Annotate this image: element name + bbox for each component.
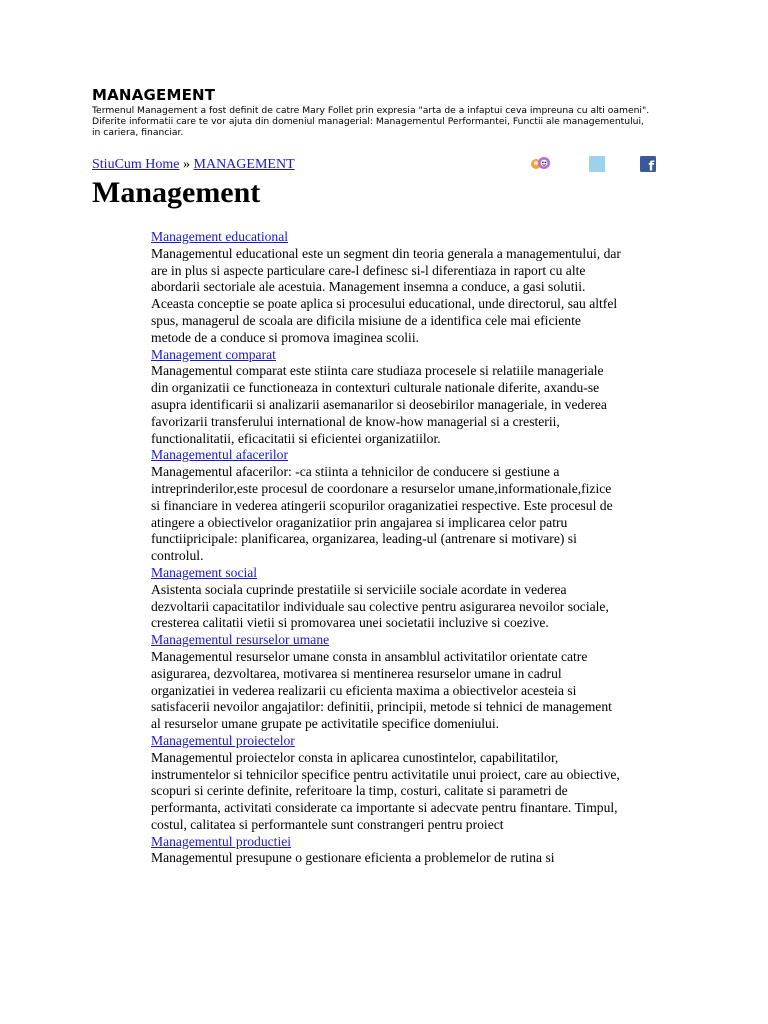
breadcrumb-current-link[interactable]: MANAGEMENT: [193, 157, 295, 172]
article-link[interactable]: Management social: [151, 564, 258, 580]
article-summary: Managementul afacerilor: -ca stiinta a tehnicilor de conducere si gestiune a intreprinderilor,este procesul de coordonare a resurselor umane,informationale,fizice si financiare in vederea atingerii scopurilor oraganizatiei respective. Este procesul de atingere a obiectivelor oraganizatiior prin angajarea si implicarea celor patru functiipricipale: planificarea, organizarea, leading-ul (antrenare si motivare) si controlul.: [151, 464, 613, 564]
twitter-icon[interactable]: [589, 156, 605, 172]
list-item: [151, 733, 623, 834]
article-link[interactable]: Managementul resurselor umane: [151, 632, 330, 648]
article-summary: Managementul comparat este stiinta care studiaza procesele si relatiile manageriale din organizatii ce functioneaza in contexturi culturale nationale diferite, axandu-se asupra identificarii si analizarii asemanarilor si deosebirilor manageriale, in vederea favorizarii transferului international de know-how managerial si a cresterii, functionalitatii, eficacitatii si eficientei organizatiilor.: [151, 363, 607, 446]
breadcrumb-home-link[interactable]: StiuCum Home: [92, 157, 180, 172]
article-summary: Managementul educational este un segment din teoria generala a managementului, dar are in plus si aspecte particulare care-l definesc si-l diferentiaza in raport cu alte abordarii sectoriale ale acestuia. Management insemna a conduce, a gasi solutii. Aceasta conceptie se poate aplica si procesului educational, unde directorul, sau altfel spus, managerul de scoala are dificila misiune de a identifica cele mai eficiente metode de a conduce si promova imaginea scolii.: [151, 245, 621, 345]
list-item: [151, 229, 623, 347]
facebook-icon[interactable]: [640, 156, 656, 172]
list-item: [151, 632, 623, 733]
article-link[interactable]: Management comparat: [151, 346, 276, 362]
messenger-icon[interactable]: [530, 154, 552, 172]
article-summary: Managementul resurselor umane consta in ansamblul activitatilor orientate catre asigurarea, dezvoltarea, motivarea si mentinerea resurselor umane in cadrul organizatiei in vederea realizarii cu eficienta maxima a obiectivelor acesteia si satisfacerii nevoilor angajatilor: definitii, principii, metode si tehnici de management al resurselor umane grupate pe activitatile specifice domeniului.: [151, 648, 612, 732]
list-item: [151, 565, 623, 632]
article-list: [151, 229, 623, 867]
article-link[interactable]: Managementul afacerilor: [151, 447, 288, 463]
list-item: [151, 447, 623, 565]
breadcrumb-separator: »: [183, 157, 191, 172]
article-link[interactable]: Managementul proiectelor: [151, 732, 295, 748]
article-summary: Managementul proiectelor consta in aplicarea cunostintelor, capabilitatilor, instrumentelor si tehnicilor specifice pentru activitatile unui proiect, care au obiective, scopuri si cerinte definite, referitoare la timp, costuri, calitate si parametri de performanta, activitati considerate ca importante si adecvate pentru finantare. Timpul, costul, calitatea si performantele sunt constrangeri pentru proiect: [151, 749, 620, 832]
svg-text:f: f: [648, 159, 655, 172]
breadcrumb: [92, 157, 295, 173]
article-link[interactable]: Management educational: [151, 229, 289, 244]
article-link[interactable]: Managementul productiei: [151, 833, 292, 849]
article-summary: Asistenta sociala cuprinde prestatiile si serviciile sociale acordate in vederea dezvoltarii capacitatilor individuale sau colective pentru asigurarea nevoilor sociale, cresterea calitatii vietii si promovarea unei societatii incluzive si coezive.: [151, 581, 609, 631]
article-summary: Managementul presupune o gestionare eficienta a problemelor de rutina si: [151, 850, 555, 866]
site-title: MANAGEMENT: [92, 86, 216, 104]
list-item: [151, 834, 623, 868]
site-description: Termenul Management a fost definit de catre Mary Follet prin expresia "arta de a infaptui ceva impreuna cu alti oameni". Diferite informatii care te vor ajuta din domeniul managerial: Managementul Performantei, Functii ale managementului, in cariera, financiar.: [92, 105, 650, 138]
list-item: [151, 347, 623, 448]
page-title: Management: [92, 176, 261, 209]
